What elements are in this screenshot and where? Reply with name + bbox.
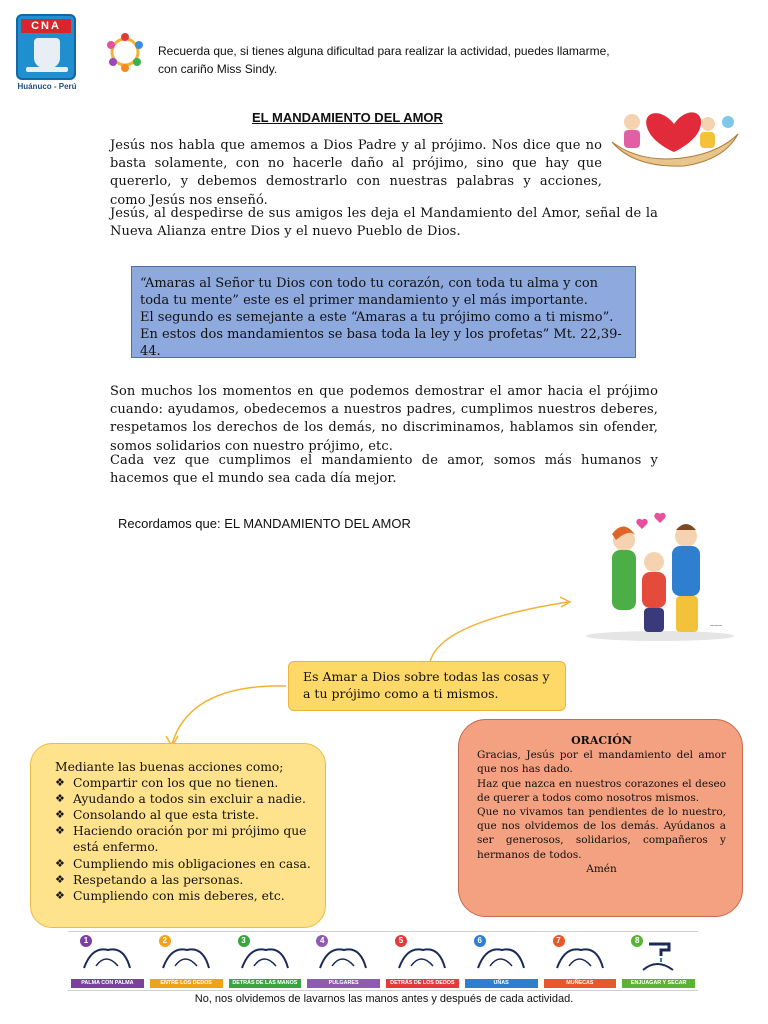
step-number: 6 — [474, 935, 486, 947]
step-label: UÑAS — [465, 979, 538, 988]
list-item: ❖ Compartir con los que no tienen. — [55, 776, 279, 791]
step-number: 8 — [631, 935, 643, 947]
page-title: EL MANDAMIENTO DEL AMOR — [252, 110, 443, 125]
good-actions-box — [30, 743, 326, 928]
list-item: ❖ Haciendo oración por mi prójimo que está enfermo. — [55, 824, 307, 855]
hands-icon — [157, 938, 215, 974]
reminder-line-1: Recuerda que, si tienes alguna dificultad para realizar la actividad, puedes llamarme, — [158, 44, 610, 58]
quote-part-1: “Amaras al Señor tu Dios con todo tu corazón, con toda tu alma y con toda tu mente” este es el primer mandamiento y el más importante. — [140, 276, 599, 308]
bullet-icon: ❖ — [55, 856, 65, 870]
handwash-steps-strip — [68, 931, 698, 991]
list-item: ❖ Respetando a las personas. — [55, 872, 244, 887]
svg-text:~~~: ~~~ — [710, 623, 723, 630]
prayer-amen: Amén — [586, 862, 617, 875]
prayer-line: Que no vivamos tan pendientes de lo nuestro, que nos olvidemos de los demás. Ayúdanos a ser generosos, solidarios, compañeros y hermanos de todos. — [477, 806, 726, 861]
prayer-line: Gracias, Jesús por el mandamiento del amor que nos has dado. — [477, 749, 726, 776]
prayer-box — [458, 719, 743, 917]
step-label: ENTRE LOS DEDOS — [150, 979, 223, 988]
handwash-step — [383, 932, 462, 990]
hands-icon — [236, 938, 294, 974]
hands-icon — [393, 938, 451, 974]
logo-text: CNA — [21, 19, 71, 33]
moments-paragraph: Son muchos los momentos en que podemos demostrar el amor hacia el prójimo cuando: ayudamos, obedecemos a nuestros padres, cumplimos nuestros deberes, respetamos los derechos de los demás, no discriminamos, hablamos sin ofender, somos solidarios con nuestro prójimo, etc. — [110, 384, 658, 454]
bullet-icon: ❖ — [55, 792, 65, 806]
step-number: 2 — [159, 935, 171, 947]
quote-part-2: El segundo es semejante a este “Amaras a tu prójimo como a ti mismo”. En estos dos mandamientos se basa toda la ley y los profetas” Mt. 22,39-44. — [140, 310, 622, 359]
remember-heading: Recordamos que: EL MANDAMIENTO DEL AMOR — [118, 516, 411, 531]
hands-icon — [78, 938, 136, 974]
handwash-step — [619, 932, 698, 990]
handwash-step — [462, 932, 541, 990]
farewell-paragraph: Jesús, al despedirse de sus amigos les deja el Mandamiento del Amor, señal de la Nueva Alianza entre Dios y el nuevo Pueblo de Dios. — [110, 206, 658, 240]
step-number: 5 — [395, 935, 407, 947]
list-item: ❖ Cumpliendo con mis deberes, etc. — [55, 888, 285, 903]
step-number: 7 — [553, 935, 565, 947]
bullet-icon: ❖ — [55, 824, 65, 838]
step-label: DETRÁS DE LOS DEDOS — [386, 979, 459, 988]
step-label: DETRÁS DE LAS MANOS — [229, 979, 302, 988]
footer-note: No, nos olvidemos de lavarnos las manos antes y después de cada actividad. — [194, 993, 574, 1005]
intro-paragraph: Jesús nos habla que amemos a Dios Padre y al prójimo. Nos dice que no basta solamente, con no hacerle daño al prójimo, sino que hay que quererlo, y debemos demostrarlo con nuestras palabras y acciones, como Jesús nos enseñó. — [110, 138, 602, 208]
faucet-icon — [629, 938, 687, 974]
step-number: 3 — [238, 935, 250, 947]
hands-icon — [472, 938, 530, 974]
step-number: 4 — [316, 935, 328, 947]
handwash-step — [226, 932, 305, 990]
handwash-step — [541, 932, 620, 990]
list-item: ❖ Consolando al que esta triste. — [55, 808, 259, 823]
logo-caption: Huánuco - Perú — [17, 82, 77, 91]
hands-icon — [551, 938, 609, 974]
reminder-line-2: con cariño Miss Sindy. — [158, 62, 278, 76]
list-item: ❖ Ayudando a todos sin excluir a nadie. — [55, 792, 306, 807]
prayer-title: ORACIÓN — [571, 734, 632, 747]
prayer-line: Haz que nazca en nuestros corazones el deseo de querer a todos como nosotros mismos. — [477, 777, 726, 804]
bullet-icon: ❖ — [55, 808, 65, 822]
step-label: PALMA CON PALMA — [71, 979, 144, 988]
handwash-step — [147, 932, 226, 990]
step-number: 1 — [80, 935, 92, 947]
step-label: PULGARES — [307, 979, 380, 988]
handwash-step — [68, 932, 147, 990]
step-label: MUÑECAS — [544, 979, 617, 988]
humans-paragraph: Cada vez que cumplimos el mandamiento de amor, somos más humanos y hacemos que el mundo sea cada día mejor. — [110, 453, 658, 487]
bullet-icon: ❖ — [55, 776, 65, 790]
handwash-step — [304, 932, 383, 990]
list-item: ❖ Cumpliendo mis obligaciones en casa. — [55, 856, 311, 871]
actions-list — [55, 775, 315, 904]
bullet-icon: ❖ — [55, 872, 65, 886]
hands-icon — [314, 938, 372, 974]
step-label: ENJUAGAR Y SECAR — [622, 979, 695, 988]
bullet-icon: ❖ — [55, 888, 65, 902]
love-definition-box: Es Amar a Dios sobre todas las cosas y a tu prójimo como a ti mismos. — [288, 661, 566, 711]
actions-heading: Mediante las buenas acciones como; — [55, 760, 284, 774]
